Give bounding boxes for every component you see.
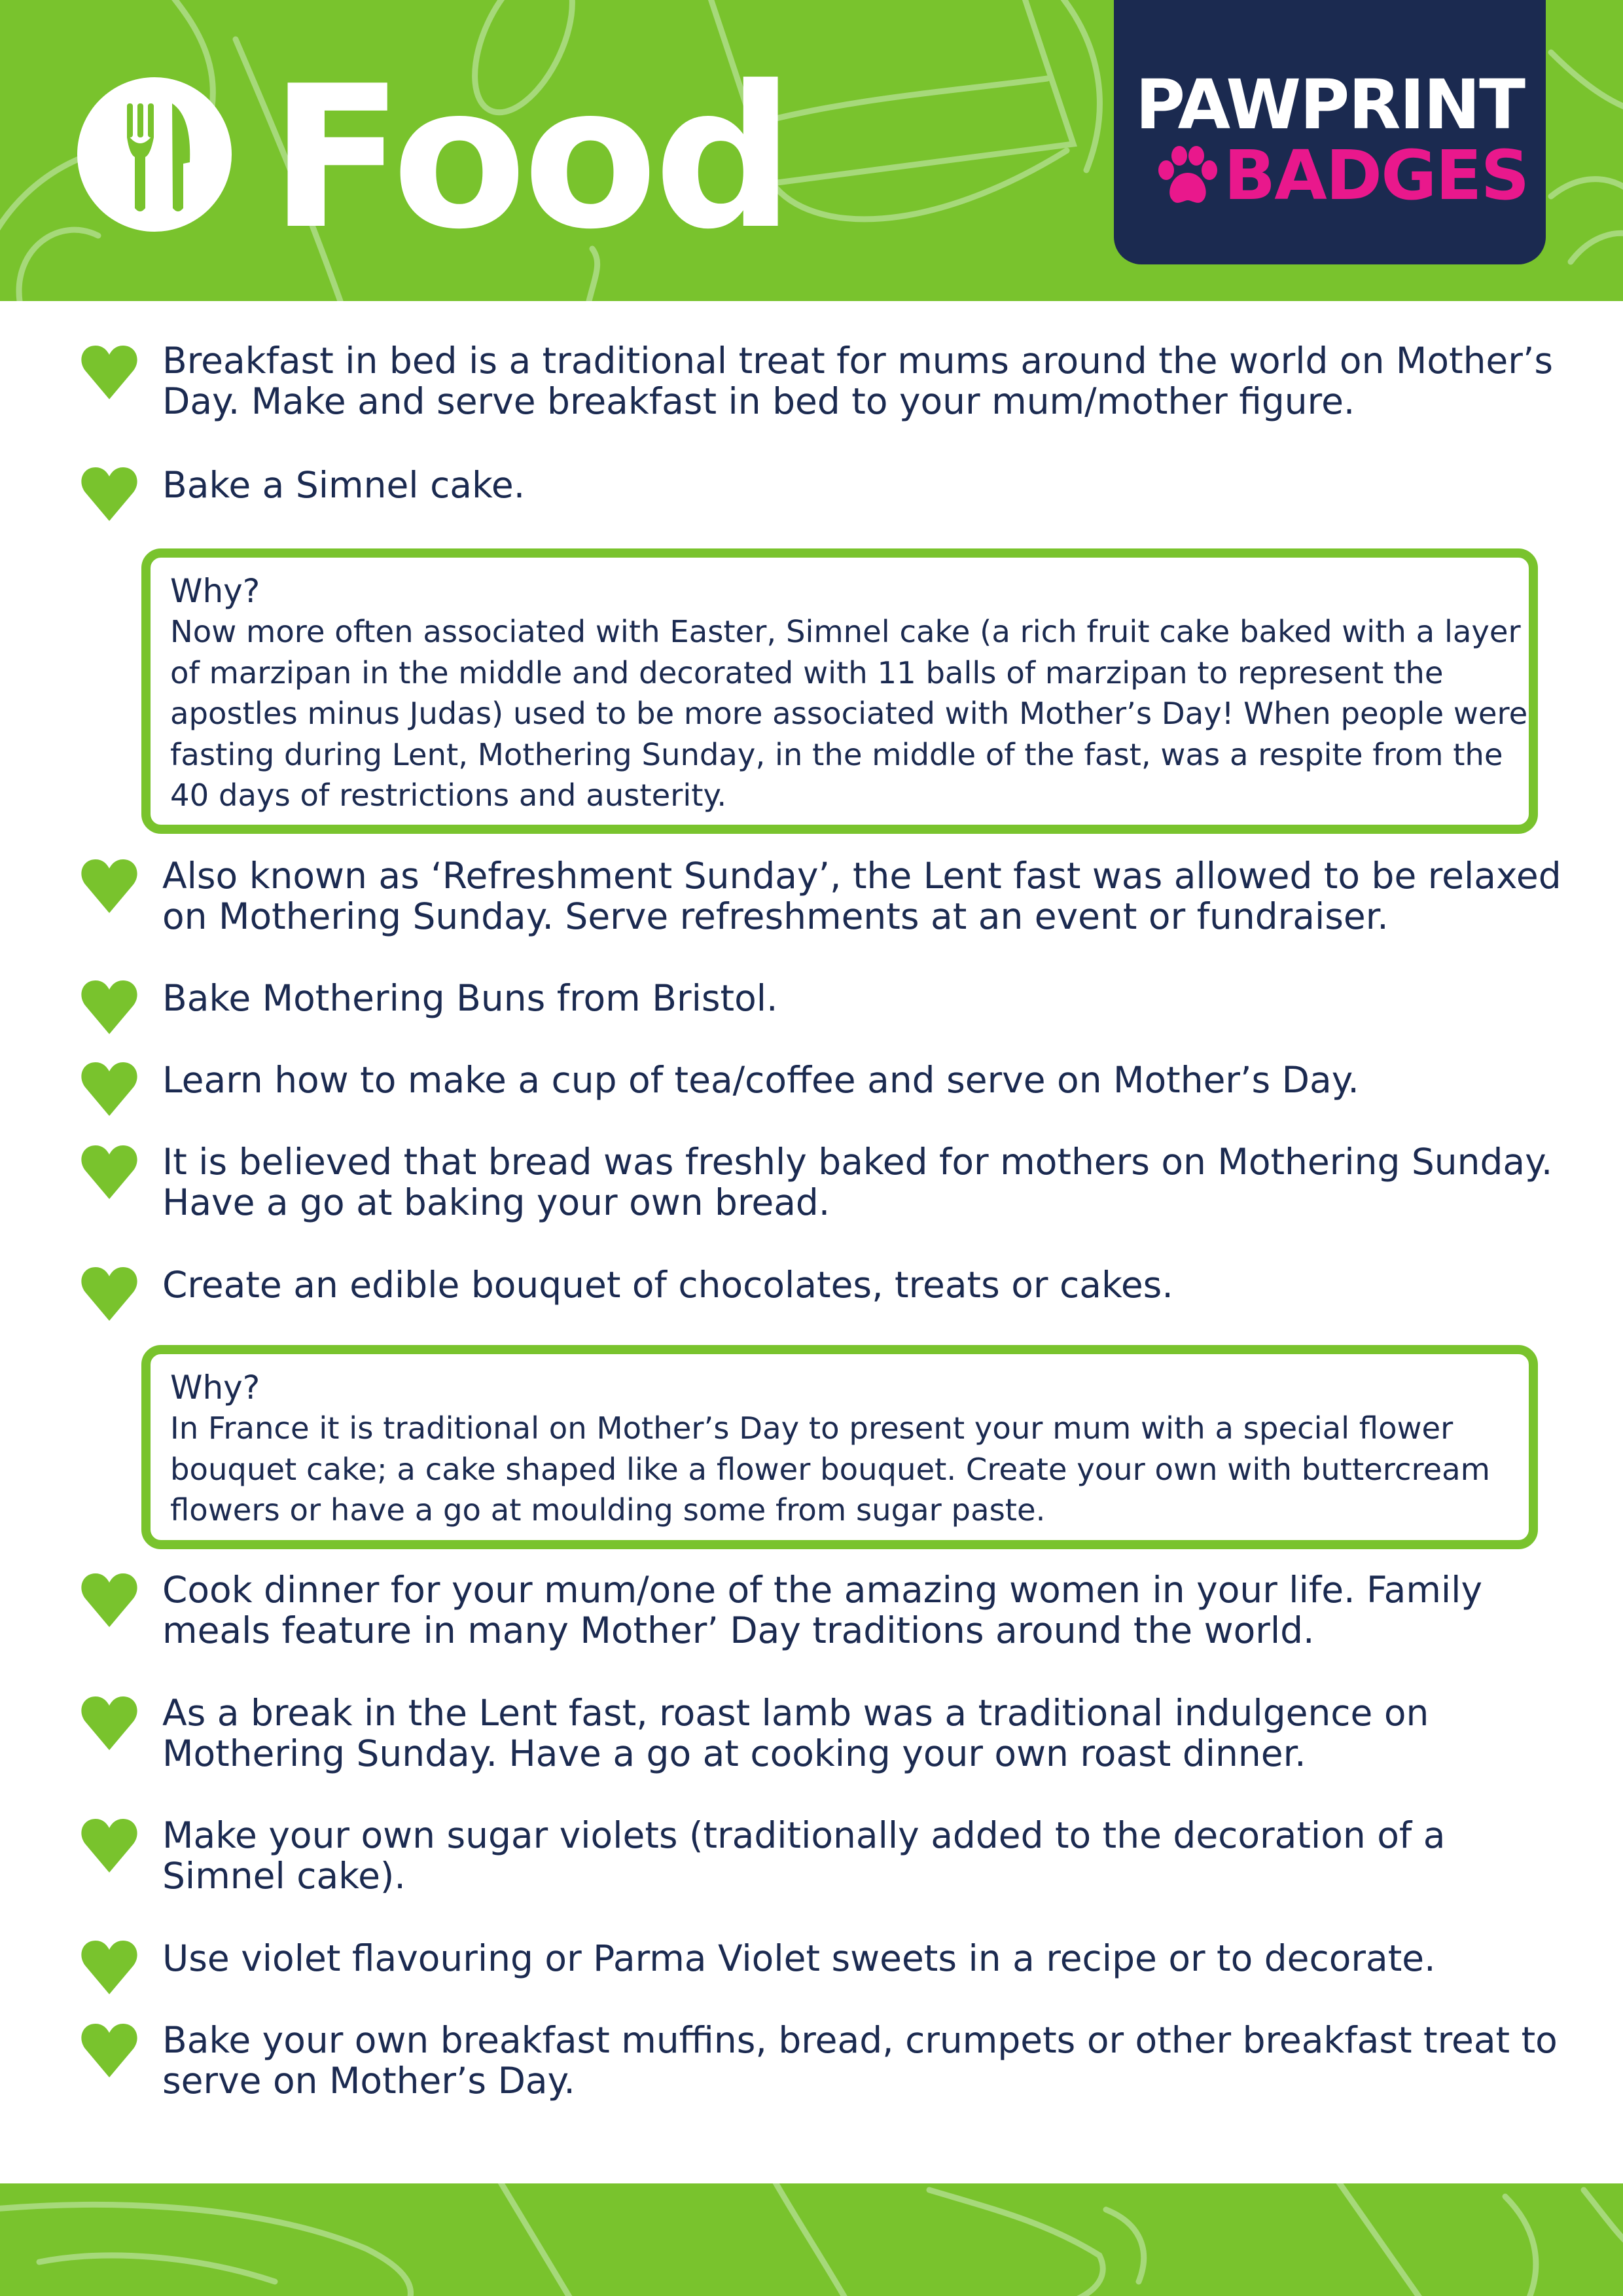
why-label: Why? <box>170 1369 260 1407</box>
item-text: Use violet flavouring or Parma Violet sweets in a recipe or to decorate. <box>162 1937 1436 1979</box>
item-text: Make your own sugar violets (traditionally added to the decoration of a Simnel cake). <box>162 1814 1446 1897</box>
heart-icon <box>81 1266 137 1321</box>
food-doodle-background <box>0 2183 1623 2296</box>
item-text: It is believed that bread was freshly baked for mothers on Mothering Sunday. Have a go at baking your own bread. <box>162 1141 1553 1223</box>
item-text: Bake Mothering Buns from Bristol. <box>162 977 778 1019</box>
heart-icon <box>81 858 137 913</box>
fork-knife-icon <box>77 77 232 232</box>
heart-icon <box>81 344 137 399</box>
item-text: Create an edible bouquet of chocolates, treats or cakes. <box>162 1264 1173 1306</box>
heart-icon <box>81 2022 137 2077</box>
heart-icon <box>81 1695 137 1750</box>
heart-icon <box>81 1939 137 1994</box>
pawprint-badges-logo <box>1114 0 1546 264</box>
heart-icon <box>81 1144 137 1199</box>
why-label: Why? <box>170 572 260 610</box>
heart-icon <box>81 979 137 1034</box>
header-banner <box>0 0 1623 301</box>
paw-icon <box>1153 145 1221 208</box>
heart-icon <box>81 466 137 521</box>
page-title: Food <box>270 44 791 272</box>
item-text: Learn how to make a cup of tea/coffee and serve on Mother’s Day. <box>162 1059 1359 1101</box>
heart-icon <box>81 1572 137 1627</box>
item-text: As a break in the Lent fast, roast lamb was a traditional indulgence on Mothering Sunday. Have a go at cooking your own roast dinner. <box>162 1692 1429 1774</box>
heart-icon <box>81 1061 137 1116</box>
why-box <box>141 1345 1538 1549</box>
item-text: Bake your own breakfast muffins, bread, crumpets or other breakfast treat to serve on Mother’s Day. <box>162 2019 1558 2102</box>
item-text: Breakfast in bed is a traditional treat for mums around the world on Mother’s Day. Make and serve breakfast in bed to your mum/mother figure. <box>162 340 1554 422</box>
logo-line-2: BADGES <box>1224 135 1529 215</box>
footer-banner <box>0 2183 1623 2296</box>
item-text: Also known as ‘Refreshment Sunday’, the Lent fast was allowed to be relaxed on Mothering Sunday. Serve refreshments at an event or fundraiser. <box>162 855 1561 937</box>
item-text: Bake a Simnel cake. <box>162 464 526 506</box>
heart-icon <box>81 1818 137 1873</box>
logo-line-1: PAWPRINT <box>1135 65 1525 145</box>
why-text: In France it is traditional on Mother’s Day to present your mum with a special flower bouquet cake; a cake shaped like a flower bouquet. Create your own with buttercream flowers or have a go at moulding some from sugar paste. <box>170 1410 1490 1528</box>
why-text: Now more often associated with Easter, Simnel cake (a rich fruit cake baked with a layer of marzipan in the middle and decorated with 11 balls of marzipan to represent the apostles minus Judas) used to be more associated with Mother’s Day! When people were fasting during Lent, Mothering Sunday, in the middle of the fast, was a respite from the 40 days of restrictions and austerity. <box>170 614 1528 813</box>
item-text: Cook dinner for your mum/one of the amazing women in your life. Family meals feature in many Mother’ Day traditions around the world. <box>162 1569 1483 1651</box>
why-box <box>141 548 1538 834</box>
